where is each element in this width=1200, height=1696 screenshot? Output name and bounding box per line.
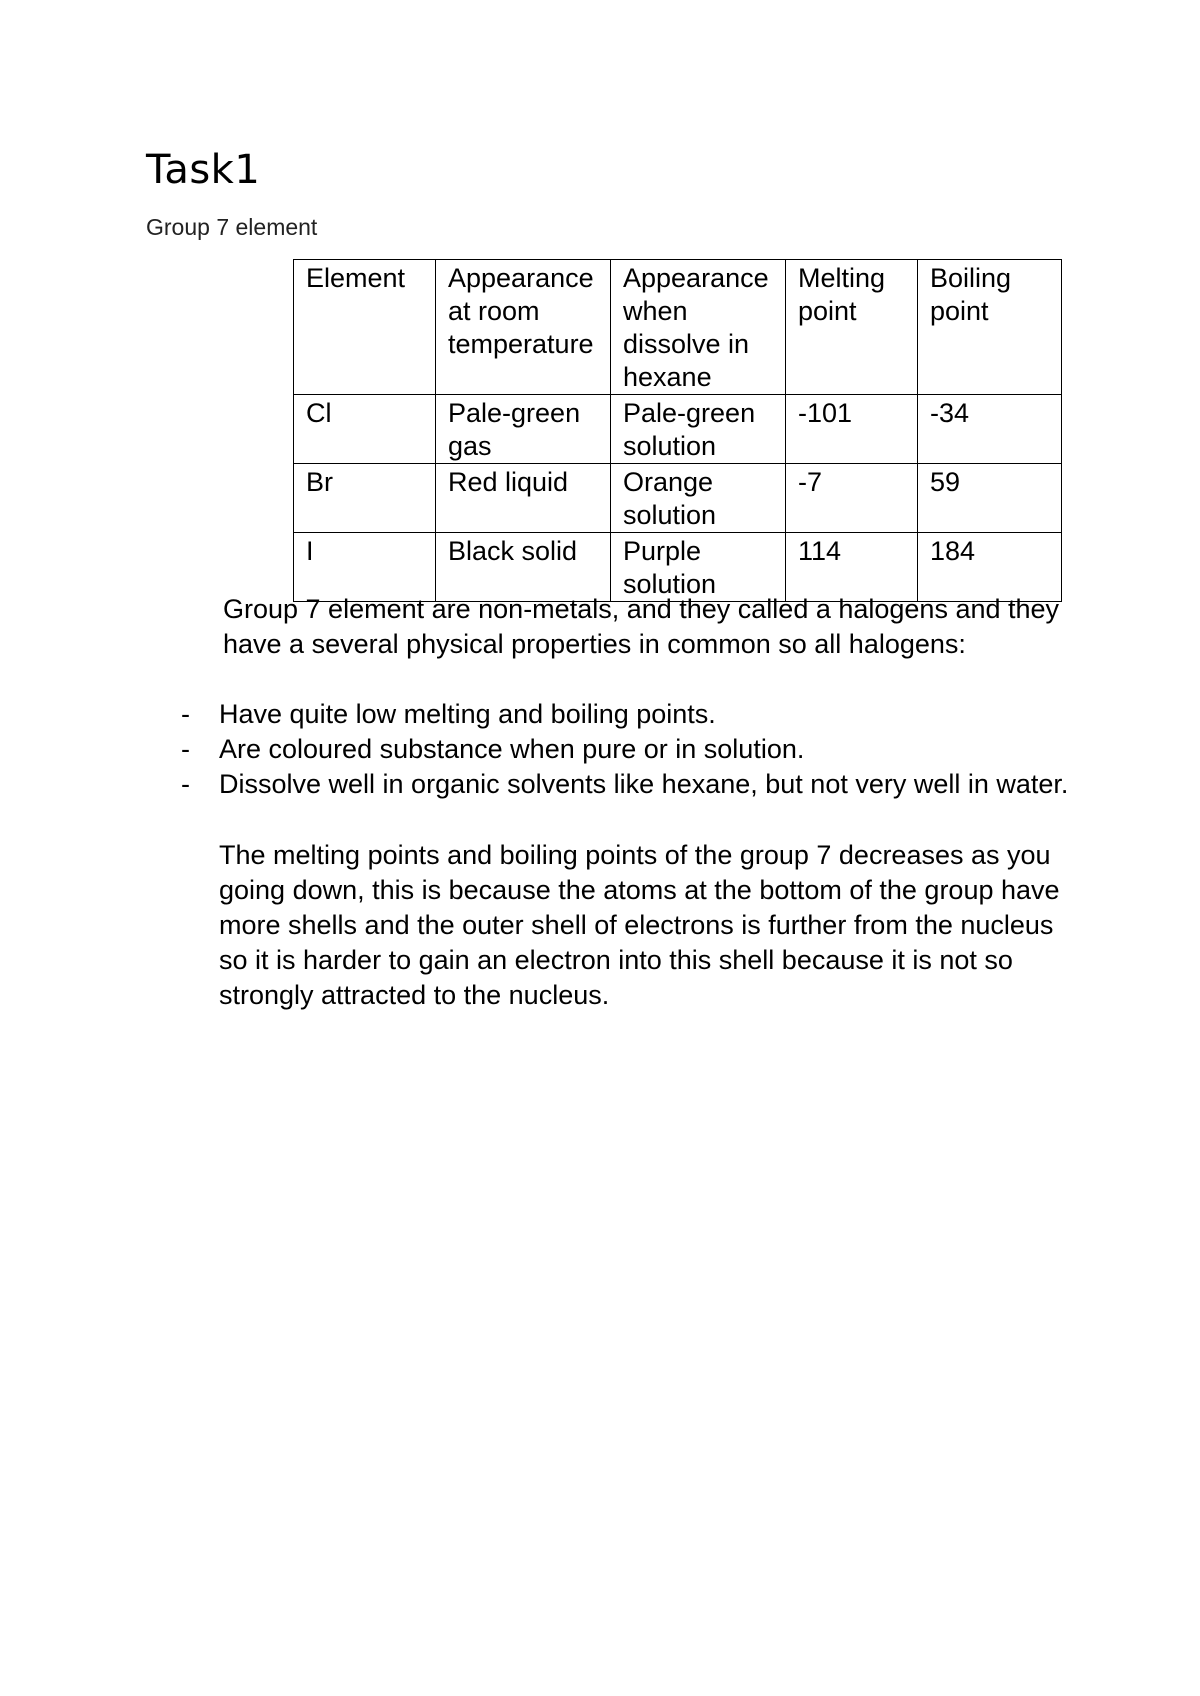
intro-paragraph: Group 7 element are non-metals, and they called a halogens and they have a several physical properties in common so all halogens: [223,594,1060,659]
cell-element: Br [294,464,436,533]
cell-melting-point: -7 [786,464,918,533]
bullet-dash: - [181,734,190,764]
cell-melting-point: 114 [786,533,918,602]
cell-boiling-point: -34 [918,395,1062,464]
header-melting-point: Melting point [786,260,918,395]
list-item-text: Are coloured substance when pure or in solution. [219,734,805,764]
header-appearance-hexane: Appearance when dissolve in hexane [611,260,786,395]
table-header-row [294,260,1062,395]
cell-appearance-hexane: Purple solution [611,533,786,602]
closing-paragraph: The melting points and boiling points of the group 7 decreases as you going down, this is because the atoms at the bottom of the group have more shells and the outer shell of electrons is further from the nucleus so it is harder to gain an electron into this shell because it is not so strongly attracted to the nucleus. [219,840,1060,1010]
list-item-text: Dissolve well in organic solvents like hexane, but not very well in water. [219,769,1069,799]
cell-melting-point: -101 [786,395,918,464]
page-subtitle: Group 7 element [146,214,318,240]
cell-element: I [294,533,436,602]
page-title: Task1 [146,147,261,193]
bullet-dash: - [181,769,190,799]
halogen-properties-table [293,259,1062,602]
cell-appearance-room-temp: Black solid [436,533,611,602]
bullet-dash: - [181,699,190,729]
cell-appearance-hexane: Pale-green solution [611,395,786,464]
list-item-text: Have quite low melting and boiling points. [219,699,716,729]
cell-appearance-room-temp: Pale-green gas [436,395,611,464]
header-appearance-room-temp: Appearance at room temperature [436,260,611,395]
properties-list [178,697,1078,802]
header-element: Element [294,260,436,395]
table-row [294,464,1062,533]
header-boiling-point: Boiling point [918,260,1062,395]
table-row [294,395,1062,464]
list-item [178,697,1078,732]
list-item [178,767,1078,802]
cell-appearance-hexane: Orange solution [611,464,786,533]
cell-boiling-point: 184 [918,533,1062,602]
cell-boiling-point: 59 [918,464,1062,533]
list-item [178,732,1078,767]
cell-appearance-room-temp: Red liquid [436,464,611,533]
cell-element: Cl [294,395,436,464]
